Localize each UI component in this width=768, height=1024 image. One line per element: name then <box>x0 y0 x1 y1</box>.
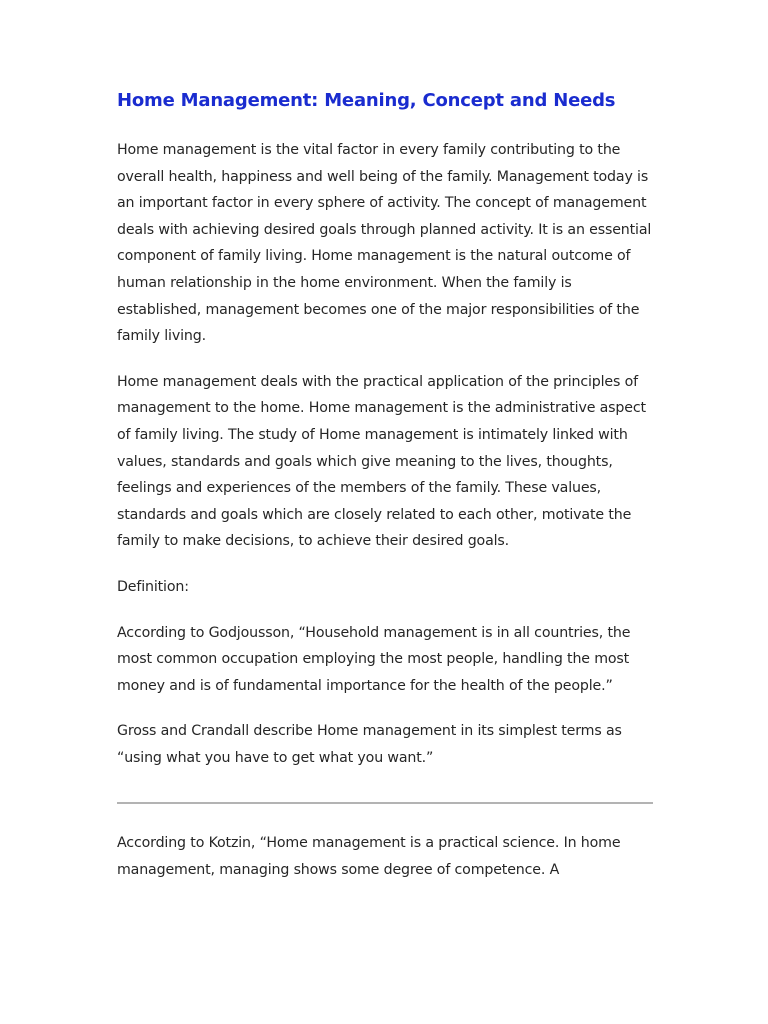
document-title: Home Management: Meaning, Concept and Needs <box>117 90 616 111</box>
paragraph-introduction: Home management is the vital factor in every family contributing to the overall health, happiness and well being of the family. Management today is an important factor in every sphere of activity. The concept of management deals with achieving desired goals through planned activity. It is an essential component of family living. Home management is the natural outcome of human relationship in the home environment. When the family is established, management becomes one of the major responsibilities of the family living. <box>117 142 652 345</box>
document-page <box>117 88 657 884</box>
quote-kotzin: According to Kotzin, “Home management is a practical science. In home management, managing shows some degree of competence. A <box>117 835 621 879</box>
quote-gross-crandall: Gross and Crandall describe Home management in its simplest terms as “using what you have to get what you want.” <box>117 723 622 766</box>
section-divider <box>117 802 653 804</box>
definition-heading: Definition: <box>117 578 189 595</box>
paragraph-practical-application: Home management deals with the practical application of the principles of management to the home. Home management is the administrative aspect of family living. The study of Home management is intimately linked with values, standards and goals which give meaning to the lives, thoughts, feelings and experiences of the members of the family. These values, standards and goals which are closely related to each other, motivate the family to make decisions, to achieve their desired goals. <box>117 373 646 550</box>
quote-godjousson: According to Godjousson, “Household management is in all countries, the most common occupation employing the most people, handling the most money and is of fundamental importance for the health of the people.” <box>117 624 631 694</box>
